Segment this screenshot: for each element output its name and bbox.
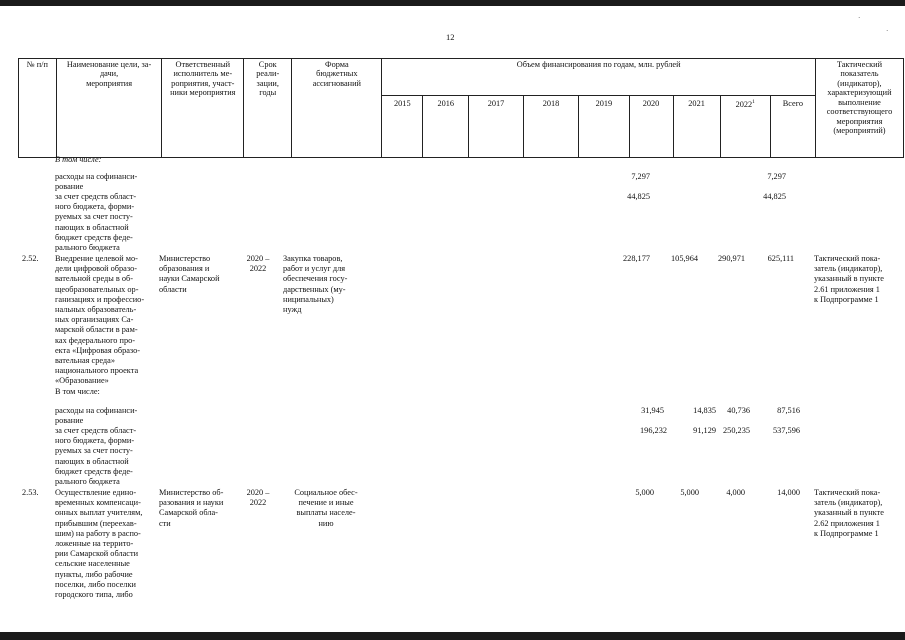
cell-value: 537,596 — [773, 426, 800, 435]
tactical-indicator: Тактический пока- затель (индикатор), указанный в пункте 2.61 приложения 1 к Подпрограмме 1 — [814, 254, 884, 304]
cell-value: 44,825 — [627, 192, 650, 201]
cofinancing-label: расходы на софинанси- рование — [55, 406, 138, 426]
scan-bottom-border — [0, 632, 905, 640]
header-year-2021: 2021 — [673, 96, 720, 158]
header-tactical: Тактический показатель (индикатор), характеризующий выполнение соответствующего мероприятия (мероприятий) — [815, 59, 903, 158]
measure-name: Внедрение целевой мо- дели цифровой образо- вательной среды в об- щеобразовательных ор- ганизациях и профессио- нальных образователь- ных организациях Са- марской области в рам- ках федерального про- екта «Цифровая образо- вательная среда» национального проекта «Образование» — [55, 254, 145, 386]
row-number: 2.52. — [22, 254, 39, 263]
scan-top-border — [0, 0, 905, 6]
header-finance: Объем финансирования по годам, млн. рублей — [382, 59, 816, 96]
cell-value: 87,516 — [777, 406, 800, 415]
header-year-2022: 2022$^1$ — [720, 96, 770, 158]
table-header — [18, 58, 904, 158]
regional-budget-label: за счет средств област- ного бюджета, форми- руемых за счет посту- пающих в областной бюджет средств феде- рального бюджета — [55, 426, 137, 487]
cell-value: 196,232 — [640, 426, 667, 435]
cell-value: 290,971 — [718, 254, 745, 263]
cell-value: 44,825 — [763, 192, 786, 201]
cell-value: 5,000 — [635, 488, 654, 497]
header-year-2017: 2017 — [469, 96, 523, 158]
budget-form: Закупка товаров, работ и услуг для обеспечения госу- дарственных (му- ниципальных) нужд — [283, 254, 348, 315]
cell-value: 250,235 — [723, 426, 750, 435]
executor: Министерство образования и науки Самарской области — [159, 254, 220, 294]
cell-value: 625,111 — [767, 254, 794, 263]
scan-speck: · — [858, 14, 861, 22]
header-total: Всего — [770, 96, 815, 158]
cell-value: 228,177 — [623, 254, 650, 263]
cell-value: 40,736 — [727, 406, 750, 415]
cell-value: 5,000 — [680, 488, 699, 497]
header-year-2016: 2016 — [423, 96, 469, 158]
term: 2020 – 2022 — [246, 254, 270, 274]
cell-value: 14,835 — [693, 406, 716, 415]
cell-value: 7,297 — [767, 172, 786, 181]
regional-budget-label: за счет средств област- ного бюджета, форми- руемых за счет посту- пающих в областной бюджет средств феде- рального бюджета — [55, 192, 137, 253]
cell-value: 4,000 — [726, 488, 745, 497]
cell-value: 7,297 — [631, 172, 650, 181]
cell-value: 31,945 — [641, 406, 664, 415]
cofinancing-label: расходы на софинанси- рование — [55, 172, 138, 192]
term: 2020 – 2022 — [246, 488, 270, 508]
header-year-2019: 2019 — [579, 96, 629, 158]
header-term: Срок реали- зации, годы — [244, 59, 292, 158]
cell-value: 91,129 — [693, 426, 716, 435]
header-name: Наименование цели, за- дачи, мероприятия — [56, 59, 162, 158]
tactical-indicator: Тактический пока- затель (индикатор), указанный в пункте 2.62 приложения 1 к Подпрограмме 1 — [814, 488, 884, 538]
header-num: № п/п — [19, 59, 57, 158]
budget-form: Социальное обес- печение и иные выплаты населе- нию — [294, 488, 358, 528]
header-year-2015: 2015 — [382, 96, 423, 158]
including-label: В том числе: — [55, 155, 102, 164]
scan-speck: · — [886, 27, 889, 35]
header-year-2018: 2018 — [523, 96, 579, 158]
row-number: 2.53. — [22, 488, 39, 497]
executor: Министерство об- разования и науки Самарской обла- сти — [159, 488, 224, 528]
measure-name: Осуществление едино- временных компенсаци- онных выплат учителям, прибывшим (переехав- шим) на работу в распо- ложенные на террито- рии Самарской области сельские населенные пункты, либо рабочие поселки, либо поселки городского типа, либо — [55, 488, 143, 600]
page-number: 12 — [446, 32, 455, 42]
header-year-2020: 2020 — [629, 96, 673, 158]
header-form: Форма бюджетных ассигнований — [292, 59, 382, 158]
cell-value: 105,964 — [671, 254, 698, 263]
header-executor: Ответственный исполнитель ме- роприятия, участ- ники мероприятия — [162, 59, 244, 158]
including-label: В том числе: — [55, 387, 100, 396]
cell-value: 14,000 — [777, 488, 800, 497]
